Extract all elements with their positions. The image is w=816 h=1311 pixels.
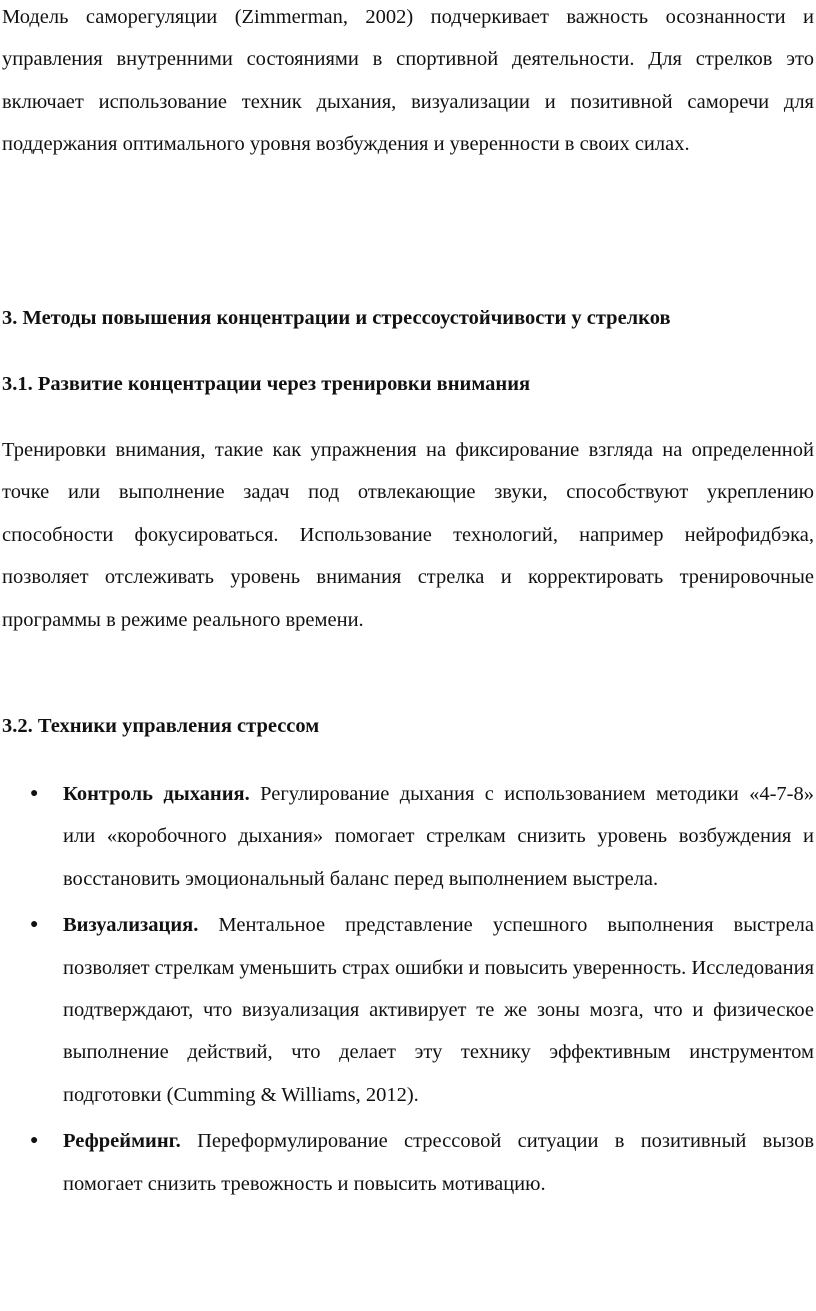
list-item-visualization	[0, 904, 816, 1116]
section-3-1-heading: 3.1. Развитие концентрации через тренировки внимания	[2, 373, 531, 395]
bullet-icon: ●	[30, 1133, 39, 1149]
section-3-heading: 3. Методы повышения концентрации и стрессоустойчивости у стрелков	[2, 307, 671, 329]
list-item-lead: Рефрейминг.	[63, 1130, 181, 1153]
stress-techniques-list	[0, 773, 816, 1209]
list-item-lead: Контроль дыхания.	[63, 783, 250, 805]
section-3-2-heading: 3.2. Техники управления стрессом	[2, 715, 320, 737]
bullet-icon: ●	[30, 917, 39, 933]
bullet-icon: ●	[30, 786, 39, 801]
list-item-text: Ментальное представление успешного выполнения выстрела позволяет стрелкам уменьшить страх ошибки и повысить уверенность. Исследования подтверждают, что визуализация активирует те же зоны мозга, что и физическое выполнение действий, что делает эту технику эффективным инструментом подготовки (Cumming & Williams, 2012).	[63, 914, 815, 1106]
list-item-lead: Визуализация.	[63, 914, 199, 937]
intro-paragraph: Модель саморегуляции (Zimmerman, 2002) подчеркивает важность осознанности и управления внутренними состояниями в спортивной деятельности. Для стрелков это включает использование техник дыхания, визуализации и позитивной саморечи для поддержания оптимального уровня возбуждения и уверенности в своих силах.	[2, 6, 814, 156]
list-item-text: Переформулирование стрессовой ситуации в позитивный вызов помогает снизить тревожность и повысить мотивацию.	[63, 1130, 814, 1195]
list-item-reframing	[0, 1120, 816, 1205]
list-item-text: Регулирование дыхания с использованием методики «4-7-8» или «коробочного дыхания» помогает стрелкам снизить уровень возбуждения и восстановить эмоциональный баланс перед выполнением выстрела.	[63, 783, 814, 890]
section-3-1-paragraph: Тренировки внимания, такие как упражнения на фиксирование взгляда на определенной точке или выполнение задач под отвлекающие звуки, способствуют укреплению способности фокусироваться. Использование технологий, например нейрофидбэка, позволяет отслеживать уровень внимания стрелка и корректировать тренировочные программы в режиме реального времени.	[2, 439, 814, 631]
list-item-breathing	[0, 773, 816, 900]
